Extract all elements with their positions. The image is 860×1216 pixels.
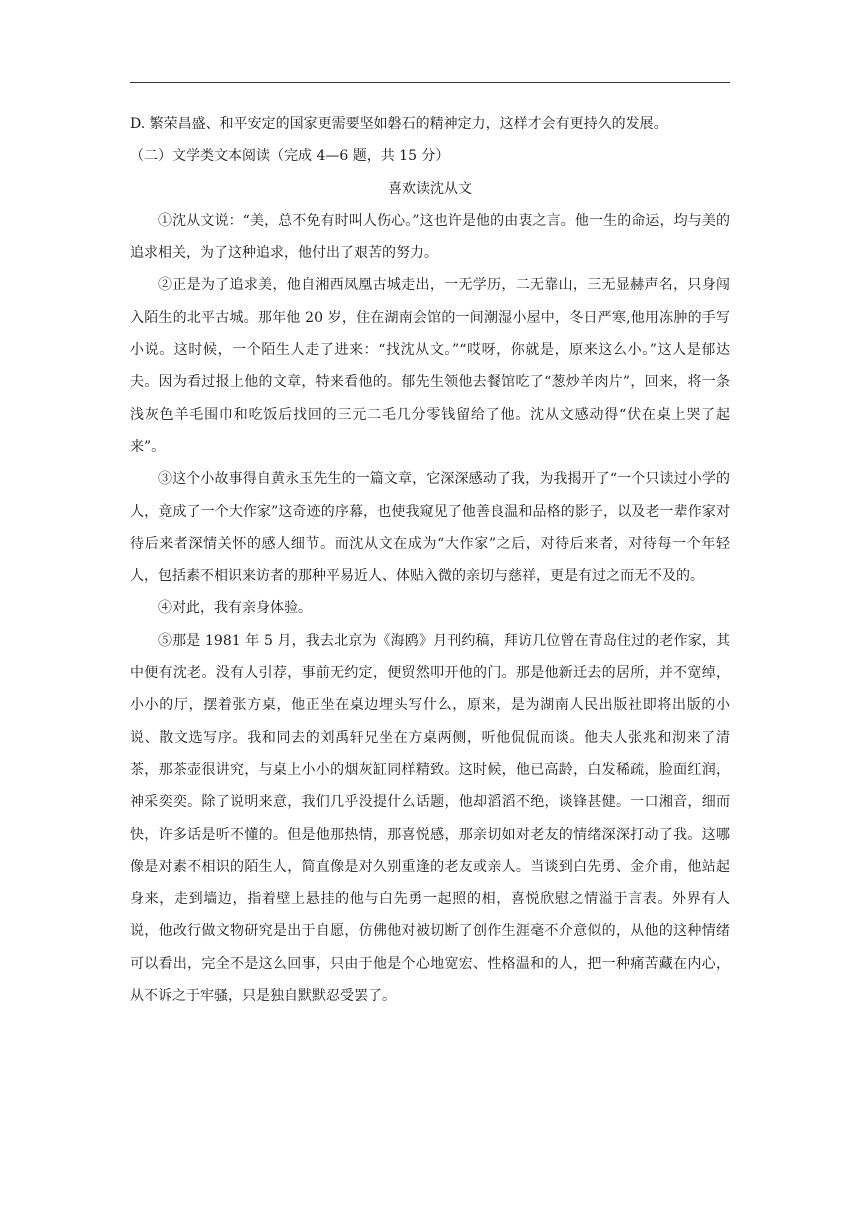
article-title: 喜欢读沈从文 (388, 180, 472, 197)
option-d: D. 繁荣昌盛、和平安定的国家更需要坚如磐石的精神定力，这样才会有更持久的发展。 (130, 116, 668, 132)
paragraph-5: ⑤那是 1981 年 5 月，我去北京为《海鸥》月刊约稿，拜访几位曾在青岛住过的老作家，其中便有沈老。没有人引荐，事前无约定，便贸然叩开他的门。那是他新迁去的居所，并不宽绰，小小的厅，摆着张方桌，他正坐在桌边埋头写什么，原来，是为湖南人民出版社即将出版的小说、散文选写序。我和同去的刘禹轩兄坐在方桌两侧，听他侃侃而谈。他夫人张兆和沏来了清茶，那茶壶很讲究，与桌上小小的烟灰缸同样精致。这时候，他已高龄，白发稀疏，脸面红润，神采奕奕。除了说明来意，我们几乎没提什么话题，他却滔滔不绝，谈锋甚健。一口湘音，细而快，许多话是听不懂的。但是他那热情，那喜悦感，那亲切如对老友的情绪深深打动了我。这哪像是对素不相识的陌生人，简直像是对久别重逢的老友或亲人。当谈到白先勇、金介甫，他站起身来，走到墙边，指着壁上悬挂的他与白先勇一起照的相，喜悦欣慰之情溢于言表。外界有人说，他改行做文物研究是出于自愿，仿佛他对被切断了创作生涯毫不介意似的，从他的这种情绪可以看出，完全不是这么回事，只由于他是个心地宽宏、性格温和的人，把一种痛苦藏在内心，从不诉之于牢骚，只是独自默默忍受罢了。 (130, 632, 730, 1005)
paragraph-3: ③这个小故事得自黄永玉先生的一篇文章，它深深感动了我，为我揭开了“一个只读过小学的人，竟成了一个大作家”这奇迹的序幕，也使我窥见了他善良温和品格的影子，以及老一辈作家对待后来者深情关怀的感人细节。而沈从文在成为“大作家”之后，对待后来者，对待每一个年轻人，包括素不相识来访者的那种平易近人、体贴入微的亲切与慈祥，更是有过之而无不及的。 (130, 471, 730, 585)
paragraph-2: ②正是为了追求美，他自湘西凤凰古城走出，一无学历，二无靠山，三无显赫声名，只身闯入陌生的北平古城。那年他 20 岁，住在湖南会馆的一间潮湿小屋中，冬日严寒,他用冻肿的手写小说。这时候，一个陌生人走了进来：“找沈从文。”“哎呀，你就是，原来这么小。”这人是郁达夫。因为看过报上他的文章，特来看他的。郁先生领他去餐馆吃了“葱炒羊肉片”，回来，将一条浅灰色羊毛围巾和吃饭后找回的三元二毛几分零钱留给了他。沈从文感动得“伏在桌上哭了起来”。 (130, 277, 730, 455)
header-rule (130, 82, 730, 83)
section-heading: （二）文学类文本阅读（完成 4—6 题，共 15 分） (130, 148, 450, 165)
paragraph-1: ①沈从文说：“美，总不免有时叫人伤心。”这也许是他的由衷之言。他一生的命运，均与美的追求相关，为了这种追求，他付出了艰苦的努力。 (130, 212, 730, 262)
document-body (130, 108, 730, 1012)
paragraph-4: ④对此，我有亲身体验。 (158, 600, 312, 617)
